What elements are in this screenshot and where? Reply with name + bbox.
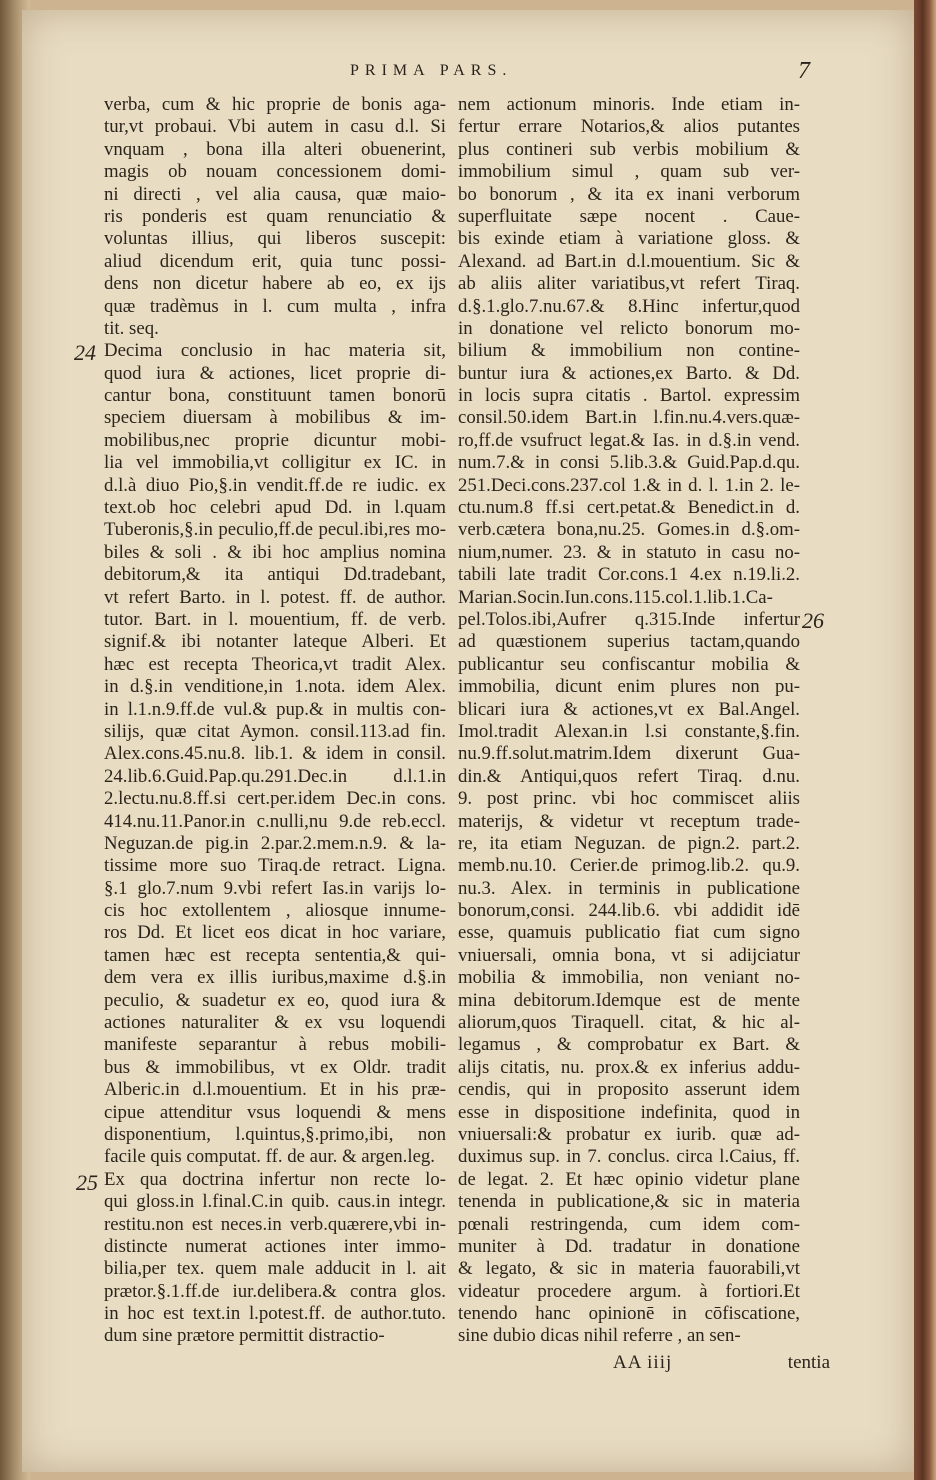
text-line: nu.9.ff.solut.matrim.Idem dixerunt Gua- xyxy=(458,743,800,765)
text-line: vnquam , bona illa alteri obuenerint, xyxy=(104,138,446,160)
text-line: dum sine prætore permittit distractio- xyxy=(104,1325,385,1347)
text-line: mina debitorum.Idemque est de mente xyxy=(458,989,800,1011)
text-line: dem vera ex illis iuribus,maxime d.§.in xyxy=(104,967,446,989)
text-line: quod iura & actiones, licet proprie di- xyxy=(104,362,446,384)
text-line: manifeste separantur à rebus mobili- xyxy=(104,1034,446,1056)
text-line: bis exinde etiam à variatione gloss. & xyxy=(458,228,800,250)
text-line: nem actionum minoris. Inde etiam in- xyxy=(458,94,800,115)
text-line: bonorum,consi. 244.lib.6. vbi addidit idē xyxy=(458,900,800,922)
page-edge xyxy=(914,0,936,1480)
text-line: disponentium, l.quintus,§.primo,ibi, non xyxy=(104,1123,446,1145)
text-line: tenenda in publicatione,& sic in materia xyxy=(458,1191,800,1213)
text-line: nu.3. Alex. in terminis in publicatione xyxy=(458,877,800,899)
text-line: in donatione vel relicto bonorum mo- xyxy=(458,317,800,339)
text-line: tabili late tradit Cor.cons.1 4.ex n.19.li.2. xyxy=(458,564,800,586)
text-line: in hoc est text.in l.potest.ff. de author.tuto. xyxy=(104,1303,446,1325)
text-line: qui gloss.in l.final.C.in quib. caus.in integr. xyxy=(104,1191,446,1213)
text-line: Alberic.in d.l.mouentium. Et in his præ- xyxy=(104,1079,446,1101)
text-line: silijs, quæ citat Aymon. consil.113.ad fin. xyxy=(104,720,446,742)
text-line: legamus , & comprobatur ex Bart. & xyxy=(458,1034,800,1056)
text-line: bus & immobilibus, vt ex Oldr. tradit xyxy=(104,1056,446,1078)
text-line: 9. post princ. vbi hoc commiscet aliis xyxy=(458,788,800,810)
text-line: 24.lib.6.Guid.Pap.qu.291.Dec.in d.l.1.in xyxy=(104,765,446,787)
text-line: quæ tradèmus in l. cum multa , infra xyxy=(104,295,446,317)
text-line: 2.lectu.nu.8.ff.si cert.per.idem Dec.in cons. xyxy=(104,788,446,810)
text-line: Decima conclusio in hac materia sit, xyxy=(104,340,446,362)
text-line: in d.§.in venditione,in 1.nota. idem Alex. xyxy=(104,676,446,698)
text-line: ctu.num.8 ff.si cert.petat.& Benedict.in d. xyxy=(458,497,800,519)
text-line: 414.nu.11.Panor.in c.nulli,nu 9.de reb.eccl. xyxy=(104,810,446,832)
page-header xyxy=(350,58,810,88)
text-line: Alexand. ad Bart.in d.l.mouentium. Sic & xyxy=(458,250,800,272)
text-line: blicari iura & actiones,vt ex Bal.Angel. xyxy=(458,698,800,720)
text-line: pel.Tolos.ibi,Aufrer q.315.Inde infertur xyxy=(458,608,800,630)
right-text-column xyxy=(458,94,800,1348)
text-line: fertur errare Notarios,& alios putantes xyxy=(458,116,800,138)
margin-number-26: 26 xyxy=(802,608,824,633)
running-title: PRIMA PARS. xyxy=(350,62,513,79)
text-line: plus contineri sub verbis mobilium & xyxy=(458,138,800,160)
text-line: dens non dicetur habere ab eo, ex ijs xyxy=(104,273,446,295)
text-line: mobilibus,nec proprie dicuntur mobi- xyxy=(104,429,446,451)
text-line: text.ob hoc celebri apud Dd. in l.quam xyxy=(104,497,446,519)
text-line: cipue attenditur vsus loquendi & mens xyxy=(104,1101,446,1123)
text-line: d.§.1.glo.7.nu.67.& 8.Hinc infertur,quod xyxy=(458,295,800,317)
text-line: peculio, & suadetur ex eo, quod iura & xyxy=(104,989,446,1011)
text-line: re, ita etiam Neguzan. de pign.2. part.2. xyxy=(458,832,800,854)
text-line: cantur bona, constituunt tamen bonorū xyxy=(104,385,446,407)
page-footer xyxy=(470,1352,830,1382)
text-line: materijs, & videtur vt receptum trade- xyxy=(458,810,800,832)
left-text-column xyxy=(104,94,446,1348)
text-line: in locis supra citatis . Bartol. expressim xyxy=(458,385,800,407)
text-line: bilium & immobilium non contine- xyxy=(458,340,800,362)
text-line: cis hoc extollentem , aliosque innume- xyxy=(104,900,446,922)
text-line: & legato, & sic in materia fauorabili,vt xyxy=(458,1258,800,1280)
text-line: esse, quamuis publicatio fiat cum signo xyxy=(458,922,800,944)
text-line: tutor. Bart. in l. mouentium, ff. de verb. xyxy=(104,608,446,630)
text-line: lia vel immobilia,vt colligitur ex IC. in xyxy=(104,452,446,474)
text-line: immobilia, dicunt enim plures non pu- xyxy=(458,676,800,698)
text-line: signif.& ibi notanter lateque Alberi. Et xyxy=(104,631,446,653)
text-line: Tuberonis,§.in peculio,ff.de pecul.ibi,res mo- xyxy=(104,519,446,541)
text-line: 251.Deci.cons.237.col 1.& in d. l. 1.in 2. le- xyxy=(458,474,800,496)
text-line: buntur iura & actiones,ex Barto. & Dd. xyxy=(458,362,800,384)
text-line: in l.1.n.9.ff.de vul.& pup.& in multis con- xyxy=(104,698,446,720)
folio-number: 7 xyxy=(798,58,810,84)
text-line: bilia,per tex. quem male adducit in l. ait xyxy=(104,1258,446,1280)
text-line: Alex.cons.45.nu.8. lib.1. & idem in consil. xyxy=(104,743,446,765)
text-line: verba, cum & hic proprie de bonis aga- xyxy=(104,94,446,115)
text-line: de legat. 2. Et hæc opinio videtur plane xyxy=(458,1168,800,1190)
text-line: nium,numer. 23. & in statuto in casu no- xyxy=(458,541,800,563)
text-line: tenendo hanc opinionē in cōfiscatione, xyxy=(458,1303,800,1325)
text-line: ris ponderis est quam renunciatio & xyxy=(104,205,446,227)
text-line: restitu.non est neces.in verb.quærere,vbi in- xyxy=(104,1213,446,1235)
text-line: verb.cætera bona,nu.25. Gomes.in d.§.om- xyxy=(458,519,800,541)
margin-number-25: 25 xyxy=(76,1170,98,1195)
text-line: alijs citatis, nu. prox.& ex inferius addu- xyxy=(458,1056,800,1078)
text-line: §.1 glo.7.num 9.vbi refert Ias.in varijs lo- xyxy=(104,877,446,899)
text-line: duximus sup. in 7. conclus. circa l.Caius, ff. xyxy=(458,1146,800,1168)
text-line: Neguzan.de pig.in 2.par.2.mem.n.9. & la- xyxy=(104,832,446,854)
text-line: facile quis computat. ff. de aur. & argen.leg. xyxy=(104,1146,436,1168)
text-line: mobilia & immobilia, non veniant no- xyxy=(458,967,800,989)
text-line: ab aliis aliter variatibus,vt refert Tiraq. xyxy=(458,273,800,295)
text-line: vt refert Barto. in l. potest. ff. de author. xyxy=(104,586,446,608)
text-line: immobilium simul , quam sub ver- xyxy=(458,161,800,183)
text-line: speciem diuersam à mobilibus & im- xyxy=(104,407,446,429)
text-line: tamen hæc est recepta sententia,& qui- xyxy=(104,944,446,966)
text-line: superfluitate sæpe nocent . Caue- xyxy=(458,205,800,227)
signature-mark: AA iiij xyxy=(613,1352,673,1373)
text-line: voluntas illius, qui liberos suscepit: xyxy=(104,228,446,250)
text-line: ad quæstionem superius tactam,quando xyxy=(458,631,800,653)
text-line: muniter à Dd. tradatur in donatione xyxy=(458,1235,800,1257)
margin-number-24: 24 xyxy=(74,340,96,365)
text-line: cendis, qui in proposito asserunt idem xyxy=(458,1079,800,1101)
text-line: prætor.§.1.ff.de iur.delibera.& contra glos. xyxy=(104,1280,446,1302)
text-line: Ex qua doctrina infertur non recte lo- xyxy=(104,1168,446,1190)
text-line: d.l.à diuo Pio,§.in vendit.ff.de re iudic. ex xyxy=(104,474,446,496)
text-line: ni directi , vel alia causa, quæ maio- xyxy=(104,183,446,205)
text-line: din.& Antiqui,quos refert Tiraq. d.nu. xyxy=(458,765,800,787)
text-line: Imol.tradit Alexan.in l.si constante,§.fin. xyxy=(458,720,800,742)
text-line: debitorum,& ita antiqui Dd.tradebant, xyxy=(104,564,446,586)
catchword: tentia xyxy=(787,1352,830,1373)
text-line: aliud dicendum erit, quia tunc possi- xyxy=(104,250,446,272)
text-line: distincte numerat actiones inter immo- xyxy=(104,1235,446,1257)
text-line: actiones naturaliter & ex vsu loquendi xyxy=(104,1012,446,1034)
text-line: tit. seq. xyxy=(104,317,159,339)
text-line: tur,vt probaui. Vbi autem in casu d.l. Si xyxy=(104,116,446,138)
text-line: pœnali restringenda, cum idem com- xyxy=(458,1213,800,1235)
text-line: aliorum,quos Tiraquell. citat, & hic al- xyxy=(458,1012,800,1034)
text-line: publicantur seu confiscantur mobilia & xyxy=(458,653,800,675)
text-line: bo bonorum , & ita ex inani verborum xyxy=(458,183,800,205)
text-line: vniuersali, omnia bona, vt si adijciatur xyxy=(458,944,800,966)
text-line: sine dubio dicas nihil referre , an sen- xyxy=(458,1325,741,1347)
text-line: memb.nu.10. Cerier.de primog.lib.2. qu.9. xyxy=(458,855,800,877)
text-line: magis ob nouam concessionem domi- xyxy=(104,161,446,183)
text-line: consil.50.idem Bart.in l.fin.nu.4.vers.quæ- xyxy=(458,407,800,429)
text-line: vniuersali:& probatur ex iurib. quæ ad- xyxy=(458,1123,800,1145)
text-line: hæc est recepta Theorica,vt tradit Alex. xyxy=(104,653,446,675)
text-line: videatur procedere argum. à fortiori.Et xyxy=(458,1280,800,1302)
text-line: ros Dd. Et licet eos dicat in hoc variare, xyxy=(104,922,446,944)
text-line: num.7.& in consi 5.lib.3.& Guid.Pap.d.qu. xyxy=(458,452,800,474)
text-line: Marian.Socin.Iun.cons.115.col.1.lib.1.Ca- xyxy=(458,586,773,608)
text-line: ro,ff.de vsufruct legat.& Ias. in d.§.in vend. xyxy=(458,429,800,451)
text-line: tissime more suo Tiraq.de retract. Ligna. xyxy=(104,855,446,877)
text-line: biles & soli . & ibi hoc amplius nomina xyxy=(104,541,446,563)
text-line: esse in dispositione indefinita, quod in xyxy=(458,1101,800,1123)
